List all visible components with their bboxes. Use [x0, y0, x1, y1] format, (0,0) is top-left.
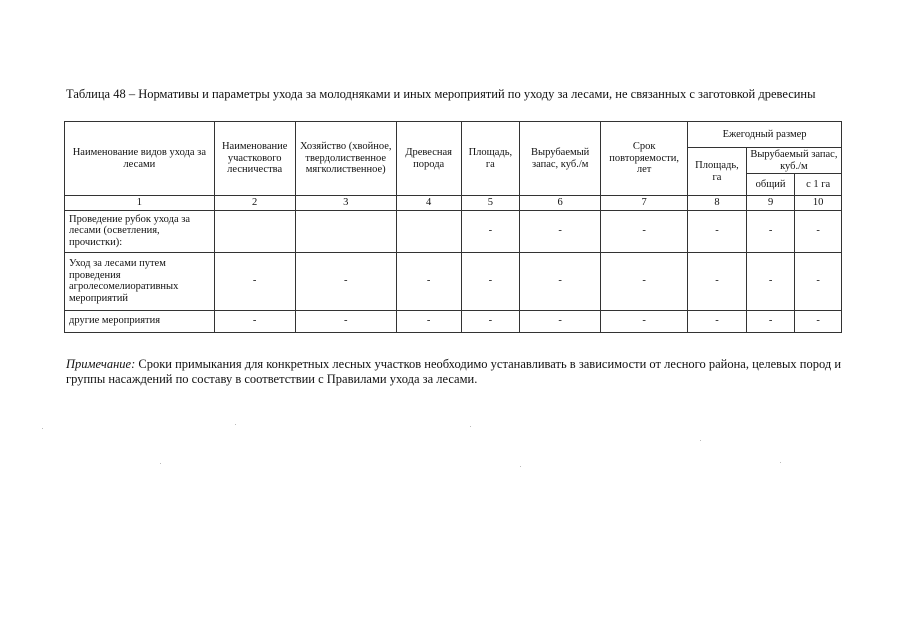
cell: -	[214, 252, 295, 310]
note-label: Примечание:	[66, 357, 136, 371]
col-number: 1	[65, 196, 215, 211]
row-name: Уход за лесами путем проведения агролесомелиоративных мероприятий	[65, 252, 215, 310]
row-name: другие мероприятия	[65, 310, 215, 332]
cell: -	[795, 252, 842, 310]
col-number: 6	[520, 196, 601, 211]
scan-speck	[235, 424, 236, 425]
cell: -	[795, 310, 842, 332]
col-number: 9	[746, 196, 795, 211]
scan-speck	[470, 426, 471, 427]
cell	[214, 210, 295, 252]
cell: -	[688, 252, 747, 310]
cell: -	[396, 310, 461, 332]
note-text: Сроки примыкания для конкретных лесных участков необходимо устанавливать в зависимости от лесного района, целевых пород и группы насаждений по составу в соответствии с Правилами ухода за лесами.	[66, 357, 842, 386]
forest-care-table	[64, 121, 842, 333]
header-area: Площадь, га	[461, 122, 520, 196]
cell	[396, 210, 461, 252]
cell: -	[688, 210, 747, 252]
col-number: 8	[688, 196, 747, 211]
note-paragraph	[66, 357, 856, 387]
cell: -	[214, 310, 295, 332]
header-care-type: Наименование видов ухода за лесами	[65, 122, 215, 196]
cell: -	[461, 210, 520, 252]
scan-speck	[42, 428, 43, 429]
scan-speck	[700, 440, 701, 441]
scan-speck	[160, 463, 161, 464]
cell: -	[461, 310, 520, 332]
scan-speck	[520, 466, 521, 467]
cell: -	[396, 252, 461, 310]
col-number: 2	[214, 196, 295, 211]
header-forestry: Наименование участкового лесничества	[214, 122, 295, 196]
cell: -	[295, 252, 396, 310]
header-volume: Вырубаемый запас, куб./м	[520, 122, 601, 196]
header-species: Древесная порода	[396, 122, 461, 196]
col-number: 3	[295, 196, 396, 211]
table-row	[65, 252, 842, 310]
cell: -	[601, 252, 688, 310]
cell: -	[601, 310, 688, 332]
cell: -	[688, 310, 747, 332]
cell: -	[461, 252, 520, 310]
col-number: 10	[795, 196, 842, 211]
col-number: 4	[396, 196, 461, 211]
col-number: 7	[601, 196, 688, 211]
cell: -	[520, 252, 601, 310]
cell	[295, 210, 396, 252]
cell: -	[601, 210, 688, 252]
cell: -	[520, 310, 601, 332]
header-annual: Ежегодный размер	[688, 122, 842, 148]
cell: -	[795, 210, 842, 252]
header-total: общий	[746, 174, 795, 196]
table-caption: Таблица 48 – Нормативы и параметры ухода за молодняками и иных мероприятий по уходу за лесами, не связанных с заготовкой древесины	[66, 87, 816, 101]
table-row	[65, 210, 842, 252]
cell: -	[295, 310, 396, 332]
row-name: Проведение рубок ухода за лесами (осветления, прочистки):	[65, 210, 215, 252]
col-number: 5	[461, 196, 520, 211]
header-per-ha: с 1 га	[795, 174, 842, 196]
cell: -	[520, 210, 601, 252]
cell: -	[746, 252, 795, 310]
cell: -	[746, 310, 795, 332]
header-period: Срок повторяемости, лет	[601, 122, 688, 196]
header-annual-area: Площадь, га	[688, 148, 747, 196]
header-economy: Хозяйство (хвойное, твердолиственное мягколиственное)	[295, 122, 396, 196]
table-row	[65, 310, 842, 332]
header-annual-volume: Вырубаемый запас, куб./м	[746, 148, 841, 174]
scan-speck	[780, 462, 781, 463]
cell: -	[746, 210, 795, 252]
